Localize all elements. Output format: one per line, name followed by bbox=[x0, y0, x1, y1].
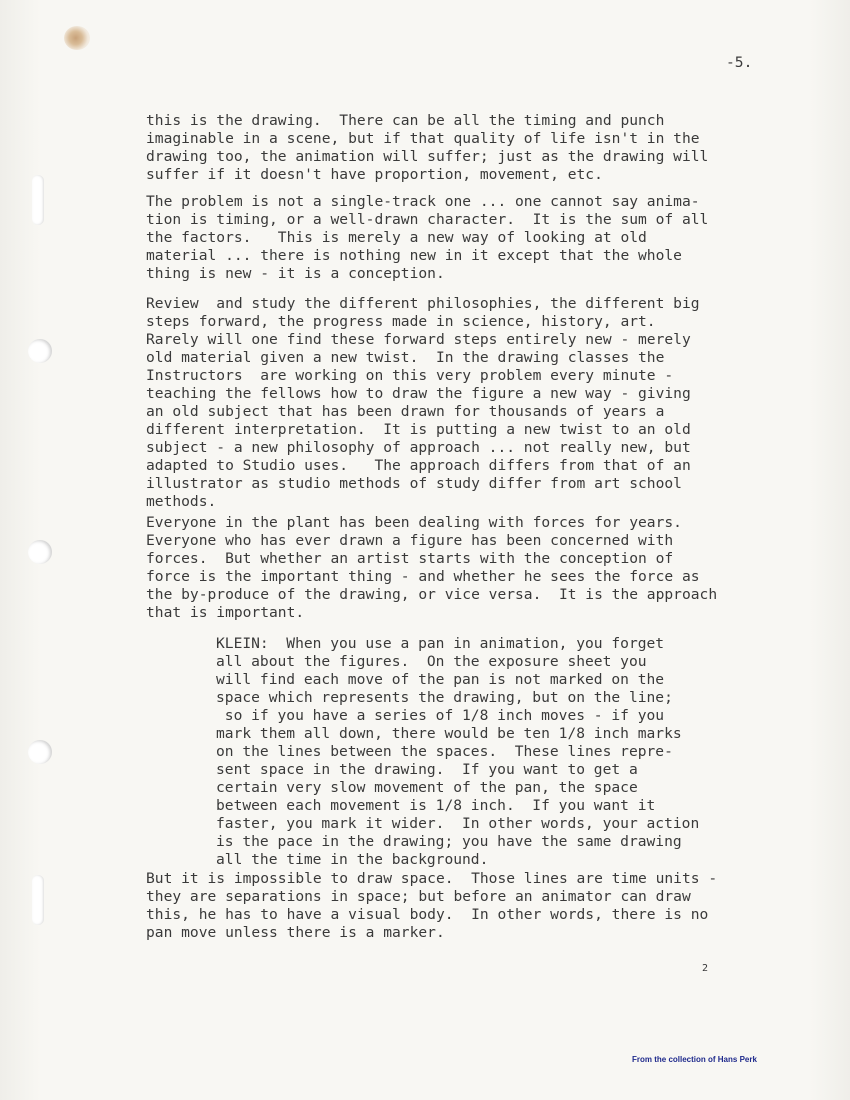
paragraph: this is the drawing. There can be all the timing and punch imaginable in a scene, but if that quality of life isn't in the drawing too, the animation will suffer; just as the drawing will suffer if it doesn't have proportion, movement, etc. bbox=[146, 112, 709, 183]
footnote-mark: 2 bbox=[702, 963, 709, 974]
paragraph: Review and study the different philosophies, the different big steps forward, the progress made in science, history, art. Rarely will one find these forward steps entirely new - merely old material given a new twist. In the drawing classes the Instructors are working on this very problem every minute - teaching the fellows how to draw the figure a new way - giving an old subject that has been drawn for thousands of years a different interpretation. It is putting a new twist to an old subject - a new philosophy of approach ... not really new, but adapted to Studio uses. The approach differs from that of an illustrator as studio methods of study differ from art school methods. bbox=[146, 295, 700, 510]
collection-credit: From the collection of Hans Perk bbox=[632, 1055, 757, 1064]
paragraph: Everyone in the plant has been dealing with forces for years. Everyone who has ever drawn a figure has been concerned with forces. But whether an artist starts with the conception of force is the important thing - and whether he sees the force as the by-produce of the drawing, or vice versa. It is the approach that is important. bbox=[146, 514, 718, 621]
quoted-paragraph: KLEIN: When you use a pan in animation, you forget all about the figures. On the exposure sheet you will find each move of the pan is not marked on the space which represents the drawing, but on the line; so if you have a series of 1/8 inch moves - if you mark them all down, there would be ten 1/8 inch marks on the lines between the spaces. These lines repre- sent space in the drawing. If you want to get a certain very slow movement of the pan, the space between each movement is 1/8 inch. If you want it faster, you mark it wider. In other words, your action is the pace in the drawing; you have the same drawing all the time in the background. bbox=[216, 635, 700, 868]
paragraph: The problem is not a single-track one ... one cannot say anima- tion is timing, or a well-drawn character. It is the sum of all the factors. This is merely a new way of looking at old material ... there is nothing new in it except that the whole thing is new - it is a conception. bbox=[146, 193, 709, 282]
page-number: -5. bbox=[726, 54, 753, 71]
paragraph: But it is impossible to draw space. Those lines are time units - they are separations in space; but before an animator can draw this, he has to have a visual body. In other words, there is no pan move unless there is a marker. bbox=[146, 870, 718, 941]
punch-hole bbox=[28, 540, 52, 564]
stain-mark bbox=[64, 26, 90, 50]
punch-hole bbox=[28, 740, 52, 764]
punch-hole bbox=[28, 339, 52, 363]
binder-tab bbox=[32, 875, 44, 925]
binder-tab bbox=[32, 175, 44, 225]
